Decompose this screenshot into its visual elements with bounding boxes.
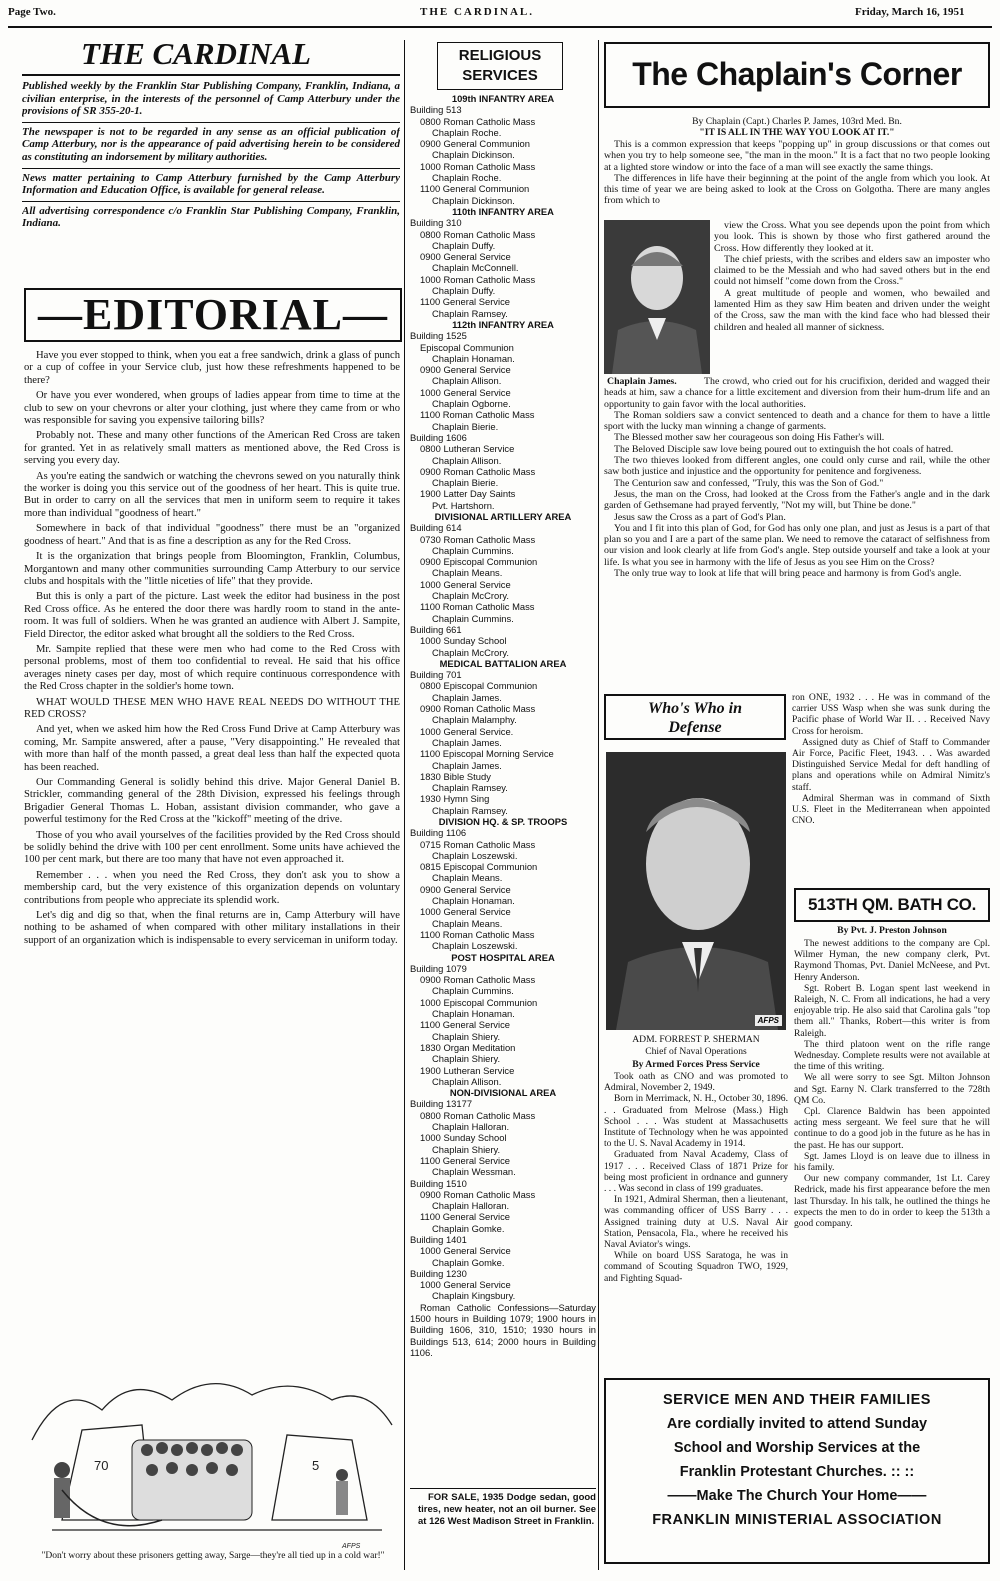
service-time: Episcopal Communion: [420, 341, 514, 353]
service-chaplain: Chaplain Means.: [432, 917, 503, 929]
service-time: 1100 General Service: [420, 1211, 510, 1223]
service-time: 0730 Roman Catholic Mass: [420, 533, 536, 545]
chaplain-paragraph: Jesus, the man on the Cross, had looked at the Cross from the Father's angle and in the dark garden of Gethsemane had prayed fervently, "Not my will, but Thine be done.": [604, 488, 990, 512]
service-chaplain: Chaplain Gomke.: [432, 1256, 505, 1268]
service-chaplain: Chaplain Allison.: [432, 454, 502, 466]
service-chaplain: Chaplain Cummins.: [432, 544, 514, 556]
column-rule: [598, 40, 599, 1570]
service-area-heading: DIVISIONAL ARTILLERY AREA: [434, 510, 572, 522]
chaplain-photo: [604, 220, 710, 374]
service-time: 1000 Episcopal Communion: [420, 996, 538, 1008]
cartoon-drawing: [22, 1370, 400, 1555]
chaplain-paragraph: Jesus saw the Cross as a part of God's Plan.: [614, 511, 786, 523]
service-area-heading: MEDICAL BATTALION AREA: [439, 657, 567, 669]
service-time: 1000 Sunday School: [420, 1132, 507, 1144]
service-chaplain: Chaplain Loszewski.: [432, 849, 518, 861]
editorial-paragraph: Or have you ever wondered, when groups of ladies appear from time to time at the club to sew on your chevrons or alter your clothing, just where they came from or who was responsible for saving you expensive tailoring bills?: [24, 390, 400, 427]
chaplain-portrait: [604, 220, 710, 374]
service-time: 0815 Episcopal Communion: [420, 861, 538, 873]
whos-who-title-box: [604, 694, 786, 740]
header-rule: [8, 26, 992, 28]
chaplain-subhead: "IT IS ALL IN THE WAY YOU LOOK AT IT.": [699, 127, 895, 138]
service-time: 0900 Roman Catholic Mass: [420, 465, 536, 477]
service-chaplain: Chaplain Shiery.: [432, 1143, 501, 1155]
chaplain-top-text: [604, 139, 990, 219]
whos-who-continued: [792, 692, 990, 886]
masthead-rule: [22, 168, 400, 169]
service-building: Building 13177: [410, 1098, 473, 1110]
church-ad-line: SERVICE MEN AND THEIR FAMILIES: [663, 1392, 931, 1408]
service-time: 1100 Roman Catholic Mass: [420, 409, 535, 421]
cartoon-illustration: [22, 1370, 400, 1555]
editorial-paragraph: Our Commanding General is solidly behind this drive. Major General Daniel B. Strickler, commanding general of the 28th Division, expressed his feelings through Brigadier General Thomas L. Hoban, assistant division commander, who gave a powerful testimony for the Red Cross at the "kickoff" meeting of the drive.: [24, 777, 400, 826]
service-time: 0900 Roman Catholic Mass: [420, 703, 536, 715]
whos-who-paragraph: While on board USS Saratoga, he was in command of Scouting Squadron TWO, 1929, and Fighting Squad-: [604, 1250, 788, 1284]
service-time: 1900 Lutheran Service: [420, 1064, 515, 1076]
service-chaplain: Chaplain Ramsey.: [432, 804, 508, 816]
whos-who-paragraph: Graduated from Naval Academy, Class of 1917 . . . Received Class of 1871 Prize for being most proficient in ordnance and gunnery . . . Was second in class of 199 graduates.: [604, 1149, 788, 1195]
service-chaplain: Chaplain Duffy.: [432, 285, 496, 297]
service-time: 0715 Roman Catholic Mass: [420, 838, 536, 850]
service-time: 1000 General Service.: [420, 725, 514, 737]
service-time: 0800 Roman Catholic Mass: [420, 115, 536, 127]
service-area-heading: NON-DIVISIONAL AREA: [449, 1087, 557, 1099]
sherman-caption-title: Chief of Naval Operations: [645, 1046, 747, 1057]
service-time: 0800 Lutheran Service: [420, 443, 515, 455]
service-time: 0800 Roman Catholic Mass: [420, 1109, 536, 1121]
service-time: 1000 Sunday School: [420, 635, 507, 647]
sherman-caption-name: ADM. FORREST P. SHERMAN: [632, 1034, 760, 1045]
masthead-advertising: All advertising correspondence c/o Franklin Star Publishing Company, Franklin, Indiana.: [22, 204, 400, 230]
editorial-paragraph: Somewhere in back of that individual "goodness" there must be an "organized goodness of heart." And that is as fine a description as any for the Red Cross.: [24, 523, 400, 547]
chaplain-paragraph: A great multitude of people and women, who bewailed and lamented Him as they saw Him beaten and driven under the weight of the Cross, saw the man with the kind face who had blessed their children and healed all manner of sickness.: [714, 287, 990, 333]
service-chaplain: Chaplain Wessman.: [432, 1166, 516, 1178]
whos-who-paragraph: Assigned duty as Chief of Staff to Commander Air Force, Pacific Fleet, 1943. . . Was awarded Distinguished Service Medal for deft handling of plans and operations while on Admiral Nimitz's staff.: [792, 736, 990, 793]
service-building: Building 1401: [410, 1233, 467, 1245]
whos-who-byline: By Armed Forces Press Service: [632, 1059, 760, 1070]
service-time: 0900 General Service: [420, 364, 511, 376]
bath-co-paragraph: Sgt. Robert B. Logan spent last weekend in Raleigh, N. C. From all indications, he had a very enjoyable trip. He also said that Carolina gals "top them all." Thanks, Robert—this writer is from Raleigh.: [794, 982, 990, 1039]
chaplain-paragraph: The crowd, who cried out for his crucifixion, derided and wagged their heads at him, saw a chance for a little excitement and diversion from their hum-drum life and an opportunity to gain favor with the local authorities.: [604, 376, 990, 410]
cartoon-tent-number: 5: [312, 1458, 320, 1473]
service-chaplain: Pvt. Hartshorn.: [432, 499, 495, 511]
issue-date: Friday, March 16, 1951: [855, 6, 965, 18]
for-sale-rule: [410, 1488, 596, 1489]
service-chaplain: Chaplain James.: [432, 736, 502, 748]
service-area-heading: 112th INFANTRY AREA: [452, 318, 554, 330]
service-building: Building 310: [410, 217, 462, 229]
church-ad-line: Are cordially invited to attend Sunday: [666, 1416, 928, 1432]
service-chaplain: Chaplain McConnell.: [432, 262, 519, 274]
service-time: 1000 General Service: [420, 578, 511, 590]
service-time: 0900 General Service: [420, 251, 511, 263]
service-chaplain: Chaplain James.: [432, 691, 502, 703]
religious-services-list: [410, 93, 596, 1488]
masthead-disclaimer: The newspaper is not to be regarded in any sense as an official publication of Camp Atterbury, nor is the appearance of paid advertising herein to be considered as constituting an indorsement by military authorities.: [22, 125, 400, 163]
whos-who-paragraph: In 1921, Admiral Sherman, then a lieutenant, was commanding officer of USS Barry . . . Assigned training duty at U.S. Naval Air Station, Pensacola, Fla., where he received his Naval Aviator's wings.: [604, 1194, 788, 1251]
editorial-paragraph: Remember . . . when you need the Red Cross, they don't ask you to show a membership card, but the very existence of this organization depends on voluntary contributions from people who appreciate its splendid work.: [24, 869, 400, 906]
service-area-heading: DIVISION HQ. & SP. TROOPS: [438, 816, 568, 827]
bath-co-title: 513TH QM. BATH CO.: [807, 895, 977, 914]
service-building: Building 513: [410, 104, 462, 116]
service-time: 1000 General Service: [420, 906, 511, 918]
service-chaplain: Chaplain Bierie.: [432, 420, 499, 432]
chaplain-paragraph: The Centurion saw and confessed, "Truly, this was the Son of God.": [614, 477, 884, 489]
bath-co-paragraph: The newest additions to the company are Cpl. Wilmer Hyman, the new company clerk, Pvt. Raymond Thomas, Pvt. Daniel McNeese, and Pvt. Henry Anderson.: [794, 938, 990, 983]
service-time: 1100 General Service: [420, 296, 510, 308]
whos-who-paragraph: Admiral Sherman was in command of Sixth U.S. Fleet in the Mediterranean when appointed CNO.: [792, 792, 990, 827]
whos-who-paragraph: Took oath as CNO and was promoted to Admiral, November 2, 1949.: [604, 1071, 788, 1094]
service-chaplain: Chaplain Cummins.: [432, 985, 514, 997]
chaplain-paragraph: You and I fit into this plan of God, for God has only one plan, and just as Jesus is a part of that plan so you and I are a part of the same plan. We need to remove the cataract of selfishness from our vision and look clearly at life from God's angle. Step outside yourself and take a look at your life. Is what you see in harmony with the life of Jesus as you see Him on the Cross?: [604, 522, 990, 568]
service-time: 1000 Roman Catholic Mass: [420, 273, 536, 285]
service-time: 1000 General Service: [420, 386, 511, 398]
column-rule: [404, 40, 405, 1570]
bath-co-body: [794, 938, 990, 1370]
masthead-rule: [22, 74, 400, 76]
chaplain-paragraph: The only true way to look at life that will bring peace and harmony is from God's angle.: [614, 568, 962, 580]
service-chaplain: Chaplain Ogborne.: [432, 398, 511, 410]
photo-credit: AFPS: [755, 1015, 782, 1026]
whos-who-title: Who's Who in Defense: [648, 700, 742, 736]
service-chaplain: Chaplain Loszewski.: [432, 940, 518, 952]
service-time: 0800 Episcopal Communion: [420, 680, 538, 692]
service-chaplain: Chaplain Bierie.: [432, 477, 499, 489]
service-time: 1000 Roman Catholic Mass: [420, 160, 536, 172]
service-building: Building 1079: [410, 962, 467, 974]
church-ad: [604, 1378, 990, 1564]
chaplain-paragraph: The chief priests, with the scribes and elders saw an imposter who claimed to be the Messiah and who had saved others but in the end could not himself "come down from the Cross.": [714, 253, 990, 288]
service-time: 0900 Roman Catholic Mass: [420, 1188, 536, 1200]
page-number: Page Two.: [8, 6, 56, 18]
chaplain-paragraph: This is a common expression that keeps "popping up" in group discussions or that comes out when you try to help someone see, "the man in the moon." It is a fact that no two people looking at a lighted store window or into the face of a man will see exactly the same things.: [604, 139, 990, 173]
service-area-heading: 110th INFANTRY AREA: [452, 205, 554, 217]
editorial-paragraph: As you're eating the sandwich or watching the chevrons sewed on you naturally think the worker is doing you this service out of the goodness of her heart. This is quite true. But in order to carry on all the services that men in uniform seem to require it takes more than individual "goodness of heart.": [24, 470, 400, 519]
service-time: 1100 Roman Catholic Mass: [420, 928, 535, 940]
religious-services-title: RELIGIOUS SERVICES: [437, 42, 563, 90]
chaplain-photo-caption: Chaplain James.: [607, 376, 677, 387]
service-chaplain: Chaplain McCrory.: [432, 646, 509, 658]
chaplain-paragraph: The Roman soldiers saw a convict sentenced to death and a chance for them to have a little sport with the lucky man winning a change of garments.: [604, 409, 990, 433]
bath-co-paragraph: The third platoon went on the rifle range Wednesday. Complete results were not available at the time of this writing.: [794, 1038, 990, 1073]
bath-co-paragraph: We all were sorry to see Sgt. Milton Johnson and Sgt. Earny N. Clark transferred to the 728th QM Co.: [794, 1072, 990, 1106]
service-area-heading: POST HOSPITAL AREA: [451, 951, 555, 963]
bath-co-byline: By Pvt. J. Preston Johnson: [837, 925, 947, 936]
whos-who-paragraph: Born in Merrimack, N. H., October 30, 1896. . . Graduated from Melrose (Mass.) High School . . . Was student at Massachusetts Institute of Technology when he was appointed to the U. S. Naval Academy in 1914.: [604, 1093, 788, 1150]
service-building: Building 701: [410, 669, 462, 681]
for-sale-ad: FOR SALE, 1935 Dodge sedan, good tires, new heater, not an oil burner. See at 126 West Madison Street in Franklin.: [418, 1492, 596, 1527]
church-ad-line: ——Make The Church Your Home——: [667, 1488, 927, 1504]
editorial-paragraph: Those of you who avail yourselves of the facilities provided by the Red Cross should be solidly behind the drive with 100 per cent enrollment. Some units have achieved the 100 per cent mark, but there are too many that have not even approached it.: [24, 829, 400, 866]
service-area-heading: 109th INFANTRY AREA: [451, 93, 555, 104]
service-chaplain: Chaplain Ramsey.: [432, 782, 508, 794]
chaplain-paragraph: The Beloved Disciple saw love being poured out to extinguish the hot coals of hatred.: [614, 443, 954, 455]
service-chaplain: Chaplain Shiery.: [432, 1053, 501, 1065]
editorial-heading-box: [24, 288, 402, 342]
service-building: Building 614: [410, 522, 462, 534]
confessions-note: Roman Catholic Confessions—Saturday 1500 hours in Building 1079; 1900 hours in Building 1606, 310, 1510; 1930 hours in Buildings 513, 614; 2000 hours in Building 1106.: [410, 1301, 596, 1358]
masthead-title: THE CARDINAL: [81, 36, 311, 71]
service-chaplain: Chaplain Dickinson.: [432, 149, 515, 161]
sherman-photo: [606, 752, 786, 1030]
service-building: Building 1106: [410, 827, 467, 839]
editorial-paragraph: And yet, when we asked him how the Red Cross Fund Drive at Camp Atterbury was coming, Mr. Sampite answered, after a pause, "Very disappointing." He revealed that with more than half of the month passed, a great deal less than half the expected quota has been reached.: [24, 724, 400, 773]
service-time: 1000 General Service: [420, 1279, 511, 1291]
editorial-body: [24, 350, 400, 1360]
service-time: 0900 Roman Catholic Mass: [420, 974, 536, 986]
service-time: 1930 Hymn Sing: [420, 793, 490, 805]
service-chaplain: Chaplain Cummins.: [432, 612, 514, 624]
service-time: 1100 Roman Catholic Mass: [420, 601, 535, 613]
chaplain-bottom-text: [604, 376, 990, 688]
chaplain-byline: By Chaplain (Capt.) Charles P. James, 103rd Med. Bn.: [692, 116, 902, 127]
service-chaplain: Chaplain Halloran.: [432, 1200, 510, 1212]
editorial-paragraph: It is the organization that brings people from Bloomington, Franklin, Columbus, Morgantown and many other communities surrounding Camp Atterbury to our service clubs and hospitals with the "little niceties of life" that they provide.: [24, 551, 400, 587]
service-building: Building 661: [410, 623, 462, 635]
service-chaplain: Chaplain Honaman.: [432, 895, 515, 907]
service-chaplain: Chaplain Dickinson.: [432, 194, 515, 206]
bath-co-title-box: [794, 888, 990, 922]
masthead: [22, 36, 400, 296]
bath-co-paragraph: Sgt. James Lloyd is on leave due to illness in his family.: [794, 1150, 990, 1174]
service-time: 1100 General Service: [420, 1154, 510, 1166]
editorial-heading: —EDITORIAL—: [37, 290, 389, 339]
masthead-publisher: Published weekly by the Franklin Star Publishing Company, Franklin, Indiana, a civilian enterprise, in the interests of the personnel of Camp Atterbury under the provisions of SR 355-20-1.: [22, 80, 400, 118]
service-time: 1100 General Communion: [420, 183, 530, 195]
service-chaplain: Chaplain Gomke.: [432, 1222, 505, 1234]
church-ad-line: Franklin Protestant Churches. :: ::: [679, 1464, 915, 1480]
chaplain-side-text: [714, 220, 990, 376]
cartoon-credit: AFPS: [342, 1543, 361, 1550]
service-building: Building 1606: [410, 431, 467, 443]
service-chaplain: Chaplain Honaman.: [432, 352, 515, 364]
service-chaplain: Chaplain James.: [432, 759, 502, 771]
chaplain-paragraph: The differences in life have their beginning at the point of the angle from which you look. At this time of year we are being asked to look at the Cross on Golgotha. There are many angles from which to: [604, 172, 990, 207]
service-building: Building 1230: [410, 1267, 467, 1279]
service-time: 0900 Episcopal Communion: [420, 556, 538, 568]
service-chaplain: Chaplain Malamphy.: [432, 714, 517, 726]
service-chaplain: Chaplain McCrory.: [432, 590, 509, 602]
editorial-paragraph: Let's dig and dig so that, when the final returns are in, Camp Atterbury will have nothing to be ashamed of when compared with other military installations in their support of an organization which is indispensable to every serviceman in uniform today.: [24, 910, 400, 946]
service-time: 1100 General Service: [420, 1019, 510, 1031]
service-chaplain: Chaplain Halloran.: [432, 1121, 510, 1133]
service-chaplain: Chaplain Kingsbury.: [432, 1290, 516, 1302]
service-chaplain: Chaplain Means.: [432, 567, 503, 579]
service-time: 1830 Organ Meditation: [420, 1041, 516, 1053]
service-time: 1830 Bible Study: [420, 770, 491, 782]
editorial-paragraph: Probably not. These and many other functions of the American Red Cross are taken for granted. Yet in as relatively small matters as mentioned above, the Red Cross is serving you every day.: [24, 430, 400, 467]
bath-co-paragraph: Our new company commander, 1st Lt. Carey Redrick, made his first appearance before the men last Thursday. In his talk, he outlined the things he expects the men to do in order to keep the 513th a good company.: [794, 1173, 990, 1230]
service-chaplain: Chaplain Duffy.: [432, 239, 496, 251]
editorial-paragraph: Mr. Sampite replied that these were men who had come to the Red Cross with personal problems, most of them too confidential to reveal. He said that his office averages ninety cases per day, most of which require continuous correspondence with the Red Cross chapter in the soldier's home town.: [24, 643, 400, 693]
service-chaplain: Chaplain Ramsey.: [432, 307, 508, 319]
service-chaplain: Chaplain Means.: [432, 872, 503, 884]
bath-co-paragraph: Cpl. Clarence Baldwin has been appointed acting mess sergeant. We feel sure that he will continue to do a good job in the future as he has in the past. He has our support.: [794, 1106, 990, 1151]
editorial-paragraph: But this is only a part of the picture. Last week the editor had business in the post Red Cross office. As he entered the door there was hardly room to stand in the ante-room. It was full of soldiers. When he was granted an audience with Albert J. Sampite, Field Director, the editor asked what brought all the soldiers to the Red Cross.: [24, 591, 400, 640]
service-chaplain: Chaplain Allison.: [432, 375, 502, 387]
service-building: Building 1525: [410, 330, 467, 342]
cartoon-caption: "Don't worry about these prisoners getting away, Sarge—they're all tied up in a cold war!": [41, 1551, 385, 1561]
masthead-news-matter: News matter pertaining to Camp Atterbury furnished by the Camp Atterbury Information and Education Office, is available for general release.: [22, 171, 400, 197]
chaplain-paragraph: view the Cross. What you see depends upon the point from which you look. This is shown by those who first gathered around the Cross. How differently they looked at it.: [714, 220, 990, 254]
service-time: 0800 Roman Catholic Mass: [420, 228, 536, 240]
sherman-portrait: [606, 752, 786, 1030]
chaplains-corner-title-box: [604, 42, 990, 108]
service-chaplain: Chaplain Roche.: [432, 172, 502, 184]
whos-who-paragraph: ron ONE, 1932 . . . He was in command of the carrier USS Wasp when she was sunk during the Pacific phase of World War II. . . Received Navy Cross for heroism.: [792, 692, 990, 737]
service-chaplain: Chaplain Honaman.: [432, 1008, 515, 1020]
service-time: 0900 General Service: [420, 883, 511, 895]
editorial-paragraph: WHAT WOULD THESE MEN WHO HAVE REAL NEEDS DO WITHOUT THE RED CROSS?: [24, 696, 400, 720]
service-building: Building 1510: [410, 1177, 467, 1189]
church-ad-line: School and Worship Services at the: [673, 1440, 921, 1456]
service-chaplain: Chaplain Shiery.: [432, 1030, 501, 1042]
service-time: 1100 Episcopal Morning Service: [420, 748, 554, 760]
chaplains-corner-title: The Chaplain's Corner: [632, 56, 962, 92]
service-chaplain: Chaplain Roche.: [432, 126, 502, 138]
chaplain-paragraph: The two thieves looked from different angles, one could only curse and rail, while the other saw both justice and injustice and the opportunity for penitence and forgiveness.: [604, 455, 990, 478]
chaplain-paragraph: The Blessed mother saw her courageous son doing His Father's will.: [614, 432, 885, 444]
editorial-paragraph: Have you ever stopped to think, when you eat a free sandwich, drink a glass of punch or a cup of coffee in your Service club, just how these refreshments happened to be there?: [24, 350, 400, 386]
masthead-rule: [22, 122, 400, 123]
service-time: 1900 Latter Day Saints: [420, 488, 516, 500]
service-time: 0900 General Communion: [420, 138, 530, 150]
cartoon-tent-number: 70: [94, 1458, 109, 1473]
whos-who-body: [604, 1071, 788, 1367]
service-chaplain: Chaplain Allison.: [432, 1075, 502, 1087]
running-title: THE CARDINAL.: [420, 6, 535, 18]
service-time: 1000 General Service: [420, 1245, 511, 1257]
church-ad-line: FRANKLIN MINISTERIAL ASSOCIATION: [652, 1512, 942, 1528]
masthead-rule: [22, 201, 400, 202]
